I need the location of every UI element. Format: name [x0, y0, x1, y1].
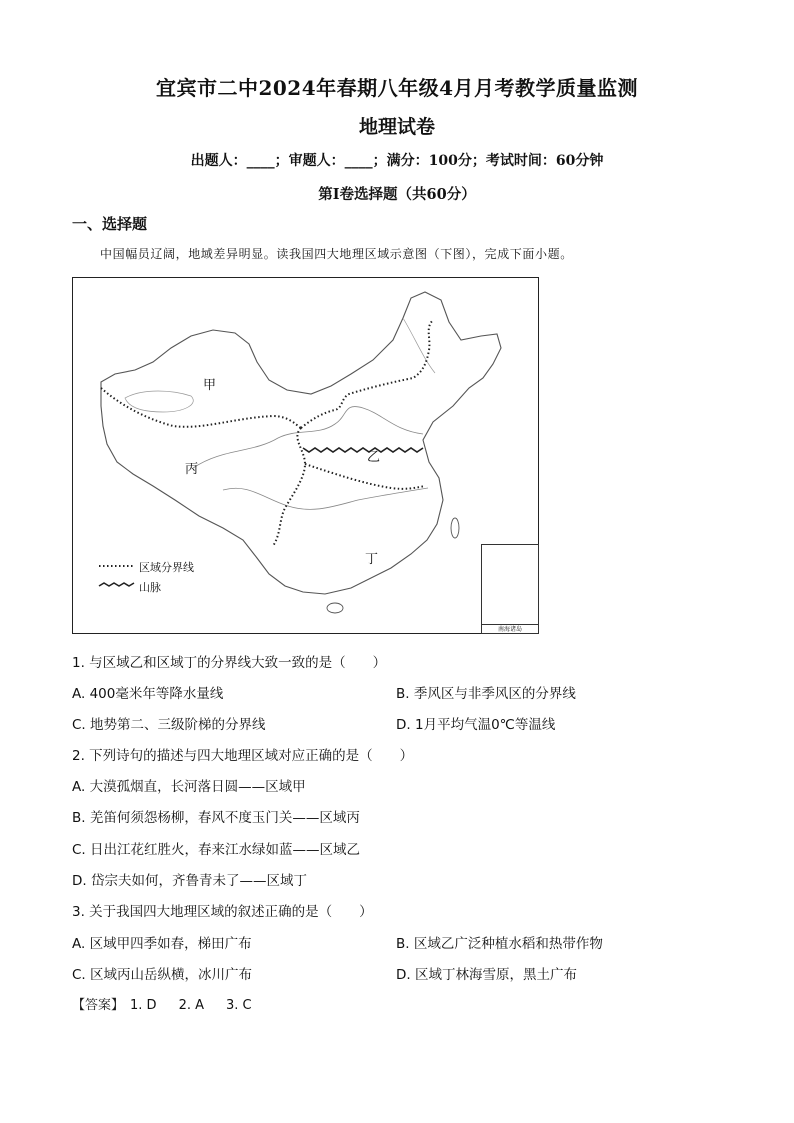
question-2-option-d: D. 岱宗夫如何，齐鲁青未了——区域丁: [72, 873, 307, 889]
question-1-stem: 1. 与区域乙和区域丁的分界线大致一致的是（ ）: [72, 655, 387, 671]
answer-tag: 【答案】: [72, 998, 125, 1013]
region-label-bing: 丙: [185, 462, 199, 477]
tarim-basin: [125, 391, 193, 412]
question-3-option-d: D. 区域丁林海雪原，黑土广布: [396, 967, 577, 983]
china-outline: [101, 292, 501, 594]
region-label-ding: 丁: [365, 552, 379, 567]
question-2-option-c: C. 日出江花红胜火，春来江水绿如蓝——区域乙: [72, 842, 361, 858]
boundary-yi-ding: [305, 464, 425, 489]
question-3-option-c: C. 区域丙山岳纵横，冰川广布: [72, 967, 253, 983]
hainan-island: [327, 603, 343, 613]
legend-boundary-label: 区域分界线: [139, 561, 194, 574]
part-title: 第Ⅰ卷选择题（共60分）: [318, 186, 476, 203]
section-intro: 中国幅员辽阔，地域差异明显。读我国四大地理区域示意图（下图），完成下面小题。: [100, 247, 573, 261]
question-2-option-b: B. 羌笛何须怨杨柳，春风不度玉门关——区域丙: [72, 810, 360, 826]
exam-meta: 出题人：____；审题人：____；满分：100分；考试时间：60分钟: [190, 153, 604, 169]
boundary-bing-ding: [273, 428, 305, 546]
question-1-option-a: A. 400毫米年等降水量线: [72, 686, 224, 702]
question-3-option-b: B. 区域乙广泛种植水稻和热带作物: [396, 936, 603, 952]
answer-3: 3. C: [226, 998, 252, 1013]
river-yellow: [193, 407, 423, 468]
question-1-option-b: B. 季风区与非季风区的分界线: [396, 686, 576, 702]
region-label-yi: 乙: [367, 450, 381, 465]
subject-title: 地理试卷: [358, 116, 435, 138]
answer-line: [72, 994, 268, 1013]
question-1-option-d: D. 1月平均气温0℃等温线: [396, 717, 556, 733]
china-regions-map: [72, 277, 539, 634]
region-label-jia: 甲: [203, 378, 217, 393]
question-2-option-a: A. 大漠孤烟直，长河落日圆——区域甲: [72, 779, 306, 795]
question-2-stem: 2. 下列诗句的描述与四大地理区域对应正确的是（ ）: [72, 748, 414, 764]
south-china-sea-inset: [481, 544, 539, 634]
taiwan-island: [451, 518, 459, 538]
legend-mountain-label: 山脉: [139, 581, 161, 594]
legend-mountain-symbol: [99, 583, 134, 586]
question-3-stem: 3. 关于我国四大地理区域的叙述正确的是（ ）: [72, 904, 373, 920]
answer-2: 2. A: [178, 998, 204, 1013]
question-3-option-a: A. 区域甲四季如春，梯田广布: [72, 936, 252, 952]
boundary-jia-bing: [101, 388, 301, 428]
section-heading: 一、选择题: [72, 215, 148, 233]
answer-1: 1. D: [130, 998, 157, 1013]
inset-label: 南海诸岛: [482, 624, 538, 635]
question-1-option-c: C. 地势第二、三级阶梯的分界线: [72, 717, 266, 733]
mountain-range: [303, 448, 423, 452]
exam-title: 宜宾市二中2024年春期八年级4月月考教学质量监测: [155, 76, 639, 100]
river-yangtze: [223, 488, 428, 509]
